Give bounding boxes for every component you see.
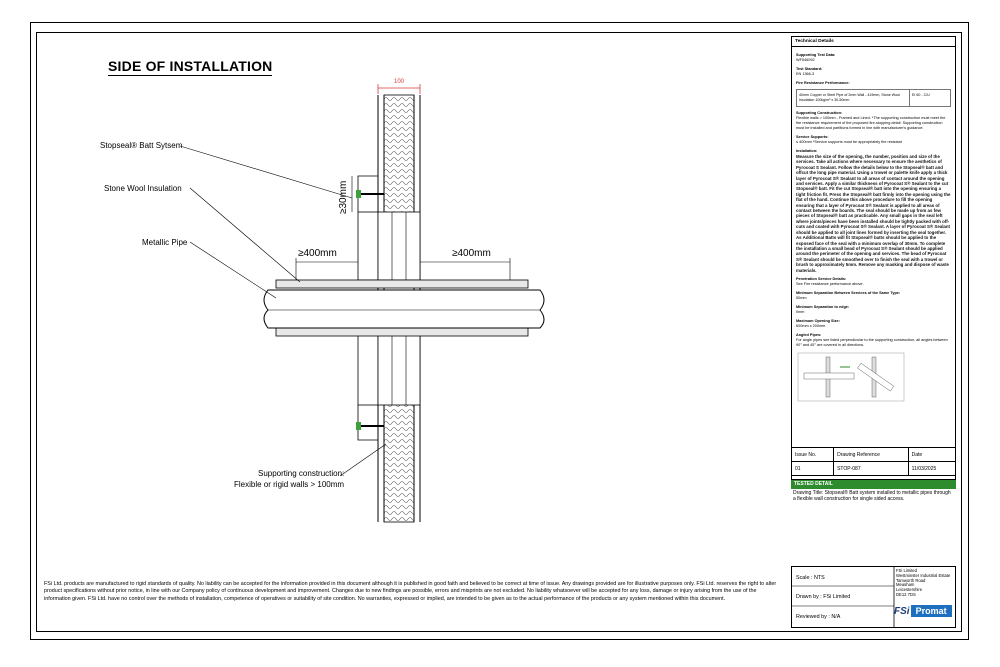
page-title: SIDE OF INSTALLATION: [108, 58, 273, 74]
fsi-logo: FSi: [894, 605, 910, 617]
dim-wall-width: 100: [394, 79, 405, 85]
construction-label: Supporting Construction:: [796, 111, 843, 115]
dim-right-pipe: ≥400mm: [452, 248, 491, 259]
address-line: Tamworth Road: [896, 577, 926, 583]
min-sep-value: 50mm: [796, 295, 807, 300]
label-supporting-1: Supporting construction:: [258, 469, 345, 478]
pipe-insulation-top: [276, 280, 528, 288]
company-logo: [894, 604, 952, 618]
scale-text: Scale : NTS: [796, 575, 825, 581]
performance-row: 40mm Copper or Steel Pipe of 2mm Wall - 419mm, Stone Wool Insulation 100kg/m³ x 30-50mm: [797, 90, 910, 106]
services-label: Service Supports:: [796, 135, 829, 139]
pipe-insulation-bottom: [276, 328, 528, 336]
test-data-label: Supporting Test Data:: [796, 53, 836, 57]
leader-support: [340, 444, 386, 476]
metallic-pipe: [264, 290, 544, 328]
reference-value: STOP-087: [834, 462, 909, 476]
max-open-value: 600mm x 200mm: [796, 323, 826, 328]
address-line: Leicestershire: [896, 587, 923, 593]
leader-stonewool: [190, 188, 300, 282]
dim-left-pipe: ≥400mm: [298, 248, 337, 259]
min-edge-label: Minimum Separation to edge:: [796, 304, 850, 309]
test-data-value: WF546092: [796, 58, 815, 62]
installation-text: Measure the size of the opening, the number, position and size of the services. Take all actions where necessary to ensure the aesthetics of Pyrocoat S Sealant. Follow the details below to the Stopseal® batt and offcut the long pipe material. Using a trowel or palette knife apply a thick layer of Pyrocoat S® Sealant to all areas of contact around the opening and services. Apply a similar thickness of Pyrocoat S® Sealant to the cut Stopseal® batt. Fit the cut Stopseal® batt into the opening ensuring a tight friction fit. Press the Stopseal® batt firmly into the opening using the flat of the hand. Continue this above procedure to fill the opening ensuring that a layer of Pyrocoat S® Sealant is applied to all areas of contact between the boards. The seal should be made up from as few pieces of Stopseal® batt as practicable. Any small gaps in the seal left where joints/pieces have been installed should be tightly packed with off-cuts and coated with Pyrocoat S® Sealant. A layer of Pyrocoat S® Sealant should be applied to all joint lines formed by inserting the seal together. As Additional Batts will fit Stopseal® batts should be applied to the exposed face of the seal with a minimum overlap of 30mm. To complete the installation a small bead of Pyrocoat S® Sealant should be applied around the perimeter of the opening and services. The bead of Pyrocoat S® Sealant should be smoothed over to finish the seal with a trowel or brush to approximately 5mm. Remove any masking and dispose of waste materials.: [796, 154, 951, 273]
label-stone-wool: Stone Wool Insulation: [104, 184, 182, 193]
angled-pipe-diagram: [796, 351, 906, 403]
date-value: 11/03/2025: [908, 462, 955, 476]
tested-detail-header: TESTED DETAIL: [791, 480, 956, 489]
label-supporting-2: Flexible or rigid walls > 100mm: [234, 480, 345, 489]
address-line: FSi Limited: [896, 568, 917, 573]
standard-value: EN 1366-3: [796, 72, 815, 76]
label-stopseal: Stopseal® Batt Sytsem: [100, 141, 183, 150]
reviewed-by-text: Reviewed by : N/A: [796, 614, 841, 620]
date-header: Date: [908, 448, 955, 462]
angled-label: Angled Pipes:: [796, 332, 822, 337]
batt-lower-inner: [378, 335, 420, 405]
issue-value: 01: [792, 462, 834, 476]
tested-detail-body: Drawing Title: Stopseal® Batt system installed to metallic pipes through a flexible wall construction for single sided access.: [793, 490, 951, 503]
min-edge-value: 0mm: [796, 309, 805, 314]
performance-label: Fire Resistance Performance:: [796, 81, 850, 85]
construction-value: Flexible walls > 100mm - Framed and Lined. *The supporting construction must meet the fire resistance requirement of the proposed fire-stopping detail. Supporting construction must be installed and partitions formed in line with manufacturer's guidance.: [796, 116, 946, 130]
address-line: Westminster Industrial Estate: [896, 572, 951, 578]
penetration-value: See Fire resistance performance above.: [796, 281, 864, 286]
batt-upper-outer: [358, 212, 378, 280]
batt-lower-outer: [358, 335, 378, 405]
leader-stopseal: [180, 146, 352, 198]
services-value: ≤ 400mm *Service supports must be appropriately fire resistant: [796, 140, 902, 144]
dim-overlap: ≥30mm: [338, 180, 349, 214]
standard-label: Test Standard:: [796, 67, 823, 71]
label-metallic-pipe: Metallic Pipe: [142, 238, 188, 247]
company-address: [896, 569, 950, 598]
penetration-label: Penetration Service Details:: [796, 276, 847, 281]
installation-label: Installation:: [796, 149, 818, 153]
batt-upper-inner: [378, 212, 420, 280]
address-line: DE12 7DS: [896, 591, 916, 597]
promat-logo: Promat: [911, 605, 952, 617]
min-sep-label: Minimum Separation Between Services of the Same Type:: [796, 290, 901, 295]
max-open-label: Maximum Opening Size:: [796, 318, 840, 323]
performance-value: EI 60 - C/U: [912, 93, 930, 97]
technical-details-panel: [791, 36, 956, 480]
panel-heading: Technical Details: [792, 37, 955, 47]
disclaimer-text: FSi Ltd. products are manufactured to rigid standards of quality. No liability can be accepted for the information provided in this document although it is published in good faith and believed to be correct at time of issue. Any drawings provided are for illustrative purposes only. FSi Ltd. reserves the right to alter product specifications without prior notice, in line with our Company policy of continuous development and improvement. Changes due to new findings are possible, errors and misprints are not excluded. No liability whatsoever will be accepted for any loss, damage or injury arising from the use of the information given. FSi Ltd. have no control over the methods of installation, competence of operatives or suitability of site condition. No warranties, expressed or implied, are intended to be given as to the actual performance of the products or any system mentioned within this document.: [44, 581, 777, 602]
address-line: Measham: [896, 582, 915, 588]
drawing-reference-table: [791, 447, 956, 476]
drawn-by-text: Drawn by : FSi Limited: [796, 594, 851, 600]
performance-table: [796, 89, 951, 107]
reference-header: Drawing Reference: [834, 448, 909, 462]
angled-value: For angle pipes see listed perpendicular to the supporting construction, all angles between 90° and 45° are covered in all directions.: [796, 337, 948, 347]
issue-header: Issue No.: [792, 448, 834, 462]
